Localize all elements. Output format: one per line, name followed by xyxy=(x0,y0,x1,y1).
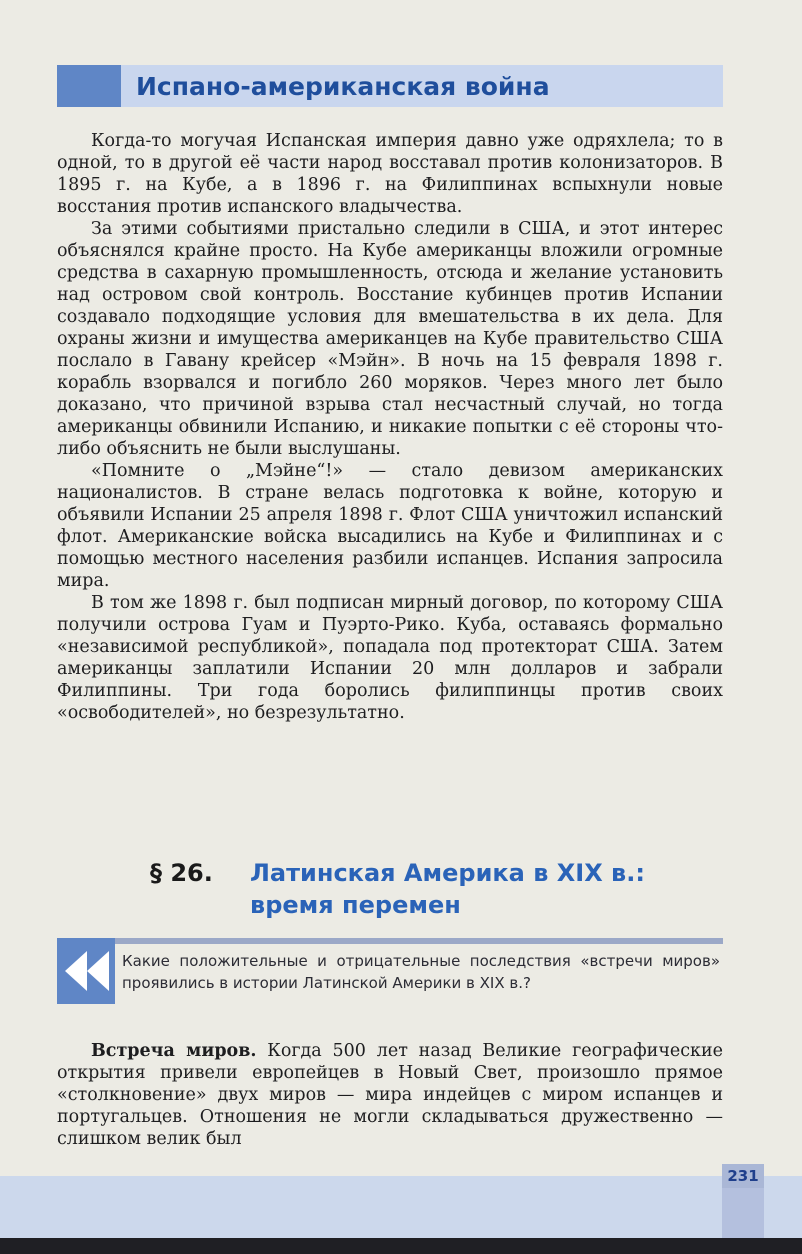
article-paragraph: Когда-то могучая Испанская империя давно уже одряхлела; то в одной, то в другой её части народ восставал против колонизаторов. В 1895 г. на Кубе, а в 1896 г. на Филиппинах вспыхнули новые восстания против испанского владычества. xyxy=(57,131,723,217)
article-paragraph: «Помните о „Мэйне“!» — стало девизом американских националистов. В стране велась подготовка к войне, которую и объявили Испании 25 апреля 1898 г. Флот США уничтожил испанский флот. Американские войска высадились на Кубе и Филиппинах и с помощью местного населения разбили испанцев. Испания запросила мира. xyxy=(57,461,723,591)
page-bottom-band xyxy=(0,1176,802,1238)
question-divider xyxy=(57,938,723,944)
section-header-accent xyxy=(57,65,121,107)
subsection-heading: Встреча миров. xyxy=(91,1041,257,1061)
paragraph-title: Латинская Америка в XIX в.: время перемен xyxy=(250,859,645,919)
section-header-title: Испано-американская война xyxy=(136,72,550,101)
page-number: 231 xyxy=(722,1164,764,1188)
rewind-arrows-icon xyxy=(57,938,115,1004)
subsection-paragraph xyxy=(57,1040,723,1150)
paragraph-number: § 26. xyxy=(150,859,213,887)
article-paragraph: За этими событиями пристально следили в США, и этот интерес объяснялся крайне просто. На Кубе американцы вложили огромные средства в сахарную промышленность, отсюда и желание установить над островом свой контроль. Восстание кубинцев против Испании создавало подходящие условия для вмешательства в их дела. Для охраны жизни и имущества американцев на Кубе правительство США послало в Гавану крейсер «Мэйн». В ночь на 15 февраля 1898 г. корабль взорвался и погибло 260 моряков. Через много лет было доказано, что причиной взрыва стал несчастный случай, но тогда американцы обвинили Испанию, и никакие попытки с её стороны что-либо объяснить не были выслушаны. xyxy=(57,219,723,459)
review-question: Какие положительные и отрицательные последствия «встречи миров» проявились в истории Латинской Америки в XIX в.? xyxy=(122,952,720,992)
page-number-strip xyxy=(722,1188,764,1238)
subsection-body xyxy=(57,1040,723,1150)
article-paragraph: В том же 1898 г. был подписан мирный договор, по которому США получили острова Гуам и Пуэрто-Рико. Куба, оставаясь формально «независимой республикой», попадала под протекторат США. Затем американцы заплатили Испании 20 млн долларов и забрали Филиппины. Три года боролись филиппинцы против своих «освободителей», но безрезультатно. xyxy=(57,593,723,723)
article-body xyxy=(57,130,723,724)
subsection-text: Когда 500 лет назад Великие географические открытия привели европейцев в Новый Свет, произошло прямое «столкновение» двух миров — мира индейцев с миром испанцев и португальцев. Отношения не могли складываться дружественно — слишком велик был xyxy=(57,1041,723,1149)
page-edge xyxy=(0,1238,802,1254)
